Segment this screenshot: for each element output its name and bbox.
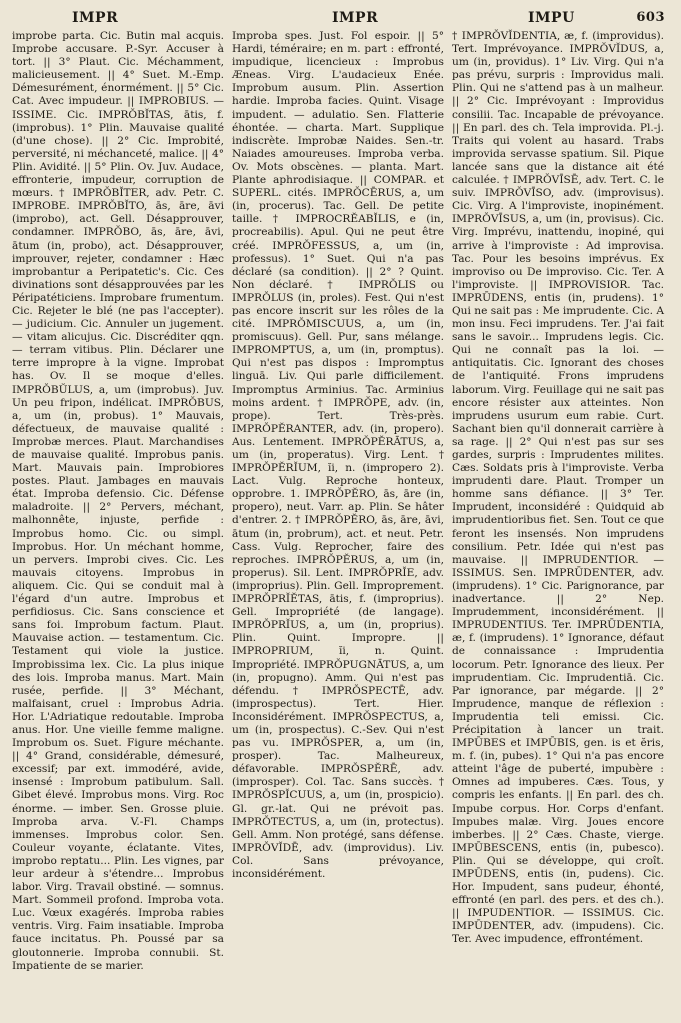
column-left-text: improbe parta. Cic. Butin mal acquis. Improbe accusare. P.-Syr. Accuser à tort. || 3° Plaut. Cic. Méchamment, malicieusement. || 4° Suet. M.-Emp. Démesurément, énormément. || 5° Cic. Cat. Avec impudeur. || IMPROBIUS. — ISSIME. Cic. IMPRŎBĬTAS, ātis, f. (improbus). 1° Plin. Mauvaise qualité (d'une chose). || 2° Cic. Improbité, perversité, ni méchanceté, malice. || 4° Plin. Avidité. || 5° Plin. Ov. Juv. Audace, effronterie, impudeur, corruption de mœurs. † IMPRŎBĬTER, adv. Petr. C. IMPROBE. IMPRŎBĬTO, ās, āre, āvi (improbo), act. Gell. Désapprouver, condamner. IMPRŎBO, ās, āre, āvi, ātum (in, probo), act. Désapprouver, improuver, rejeter, condamner : Hæc improbantur a Peripatetic's. Cic. Ces divinations sont désapprouvées par les Péripatéticiens. Improbare frumentum. Cic. Rejeter le blé (ne pas l'accepter). — judicium. Cic. Annuler un jugement. — vitam alicujus. Cic. Discréditer qqn. — terram vitibus. Plin. Déclarer une terre impropre à la vigne. Improbat has. Ov. Il se moque d'elles. IMPRŎBŬLUS, a, um (improbus). Juv. Un peu fripon, indélicat. IMPRŎBUS, a, um (in, probus). 1° Mauvais, défectueux, de mauvaise qualité : Improbæ merces. Plaut. Marchandises de mauvaise qualité. Improbus panis. Mart. Mauvais pain. Improbiores postes. Plaut. Jambages en mauvais état. Improba defensio. Cic. Défense maladroite. || 2° Pervers, méchant, malhonnête, injuste, perfide : Improbus homo. Cic. ou simpl. Improbus. Hor. Un méchant homme, un pervers. Improbi cives. Cic. Les mauvais citoyens. Improbus in aliquem. Cic. Qui se conduit mal à l'égard d'un autre. Improbus et perfidiosus. Cic. Sans conscience et sans foi. Improbum factum. Plaut. Mauvaise action. — testamentum. Cic. Testament qui viole la justice. Improbissima lex. Cic. La plus inique des lois. Improba manus. Mart. Main rusée, perfide. || 3° Méchant, malfaisant, cruel : Improbus Adria. Hor. L'Adriatique redoutable. Improba anus. Hor. Une vieille femme maligne. Improbum os. Suet. Figure méchante. || 4° Grand, considérable, démesuré, excessif; par ext. immodéré, avide, insensé : Improbum patibulum. Sall. Gibet élevé. Improbus mons. Virg. Roc énorme. — imber. Sen. Grosse pluie. Improba arva. V.-Fl. Champs immenses. Improbus color. Sen. Couleur voyante, éclatante. Vites, improbo reptatu... Plin. Les vignes, par leur ardeur à s'étendre... Improbus labor. Virg. Travail obstiné. — somnus. Mart. Sommeil profond. Improba vota. Luc. Vœux exagérés. Improba rabies ventris. Virg. Faim insatiable. Improba fauce incitatus. Ph. Poussé par sa gloutonnerie. Improba connubii. St. Impatiente de se marier. [12, 30, 224, 972]
column-middle [232, 30, 444, 973]
text-columns [12, 30, 671, 973]
column-left [12, 30, 224, 973]
running-head [12, 6, 671, 26]
column-right-text: † IMPRŎVĬDENTIA, æ, f. (improvidus). Tert. Imprévoyance. IMPRŎVĬDUS, a, um (in, providus). 1° Liv. Virg. Qui n'a pas prévu, surpris : Improvidus mali. Plin. Qui ne s'attend pas à un malheur. || 2° Cic. Imprévoyant : Improvidus consilii. Tac. Incapable de prévoyance. || En parl. des ch. Tela improvida. Pl.-j. Traits qui volent au hasard. Trabs improvida servasse spatium. Sil. Pique lancée sans que la distance ait été calculée. † IMPRŎVĪSĒ, adv. Tert. C. le suiv. IMPRŎVĪSO, adv. (improvisus). Cic. Virg. A l'improviste, inopinément. IMPRŎVĪSUS, a, um (in, provisus). Cic. Virg. Imprévu, inattendu, inopiné, qui arrive à l'improviste : Ad improvisa. Tac. Pour les besoins imprévus. Ex improviso ou De improviso. Cic. Ter. A l'improviste. || IMPROVISIOR. Tac. IMPRŪDENS, entis (in, prudens). 1° Qui ne sait pas : Me imprudente. Cic. A mon insu. Feci imprudens. Ter. J'ai fait sans le savoir... Imprudens legis. Cic. Qui ne connaît pas la loi. — antiquitatis. Cic. Ignorant des choses de l'antiquité. Frons imprudens laborum. Virg. Feuillage qui ne sait pas encore résister aux atteintes. Non imprudens usurum eum rabie. Curt. Sachant bien qu'il donnerait carrière à sa rage. || 2° Qui n'est pas sur ses gardes, surpris : Imprudentes milites. Cæs. Soldats pris à l'improviste. Verba imprudenti dare. Plaut. Tromper un homme sans défiance. || 3° Ter. Imprudent, inconsidéré : Quidquid ab imprudentioribus fiet. Sen. Tout ce que feront les insensés. Non imprudens consilium. Petr. Idée qui n'est pas mauvaise. || IMPRUDENTIOR. — ISSIMUS. Sen. IMPRŪDENTER, adv. (imprudens). 1° Cic. Parignorance, par inadvertance. || 2° Nep. Imprudemment, inconsidérément. || IMPRUDENTIUS. Ter. IMPRŪDENTIA, æ, f. (imprudens). 1° Ignorance, défaut de connaissance : Imprudentia locorum. Petr. Ignorance des lieux. Per imprudentiam. Cic. Imprudentiā. Cic. Par ignorance, par mégarde. || 2° Imprudence, manque de réflexion : Imprudentia teli emissi. Cic. Précipitation à lancer un trait. IMPŪBES et IMPŪBIS, gen. is et ĕris, m. f. (in, pubes). 1° Qui n'a pas encore atteint l'âge de puberté, impubère : Omnes ad impuberes. Cæs. Tous, y compris les enfants. || En parl. des ch. Impube corpus. Hor. Corps d'enfant. Impubes malæ. Virg. Joues encore imberbes. || 2° Cæs. Chaste, vierge. IMPŪBESCENS, entis (in, pubesco). Plin. Qui se développe, qui croît. IMPŪDENS, entis (in, pudens). Cic. Hor. Impudent, sans pudeur, éhonté, effronté (en parl. des pers. et des ch.). || IMPUDENTIOR. — ISSIMUS. Cic. IMPŪDENTER, adv. (impudens). Cic. Ter. Avec impudence, effrontément. [452, 30, 664, 946]
column-middle-text: Improba spes. Just. Fol espoir. || 5° Hardi, téméraire; en m. part : effronté, impudique, licencieux : Improbus Æneas. Virg. L'audacieux Enée. Improbum ausum. Plin. Assertion hardie. Improba facies. Quint. Visage impudent. — adulatio. Sen. Flatterie éhontée. — charta. Mart. Supplique indiscrète. Improbæ Naides. Sen.-tr. Naiades amoureuses. Improba verba. Ov. Mots obscènes. — planta. Mart. Plante aphrodisiaque. || COMPAR. et SUPERL. cités. IMPRŎCĒRUS, a, um (in, procerus). Tac. Gell. De petite taille. † IMPROCRĔABĬLIS, e (in, procreabilis). Apul. Qui ne peut être créé. IMPRŎFESSUS, a, um (in, professus). 1° Suet. Qui n'a pas déclaré (sa condition). || 2° ? Quint. Non déclaré. † IMPRŎLIS ou IMPRŎLUS (in, proles). Fest. Qui n'est pas encore inscrit sur les rôles de la cité. IMPRŎMISCUUS, a, um (in, promiscuus). Gell. Pur, sans mélange. IMPROMPTUS, a, um (in, promptus). Qui n'est pas dispos : Impromptus linguā. Liv. Qui parle difficilement. Impromptus Arminius. Tac. Arminius moins ardent. † IMPRŎPE, adv. (in, prope). Tert. Très-près. IMPRŎPĔRANTER, adv. (in, propero). Aus. Lentement. IMPRŎPĔRĀTUS, a, um (in, properatus). Virg. Lent. † IMPRŎPĔRĬUM, ĭi, n. (impropero 2). Lact. Vulg. Reproche honteux, opprobre. 1. IMPRŎPĔRO, ās, āre (in, propero), neut. Varr. ap. Plin. Se hâter d'entrer. 2. † IMPRŎPĔRO, ās, āre, āvi, ātum (in, probrum), act. et neut. Petr. Cass. Vulg. Reprocher, faire des reproches. IMPRŎPĔRUS, a, um (in, properus). Sil. Lent. IMPRŎPRĬE, adv. (improprius). Plin. Gell. Improprement. IMPRŎPRĬĔTAS, ātis, f. (improprius). Gell. Impropriété (de langage). IMPRŎPRĬUS, a, um (in, proprius). Plin. Quint. Impropre. || IMPROPRIUM, ĭi, n. Quint. Impropriété. IMPRŎPUGNĀTUS, a, um (in, propugno). Amm. Qui n'est pas défendu. † IMPRŎSPECTĒ, adv. (improspectus). Tert. Hier. Inconsidérément. IMPRŎSPECTUS, a, um (in, prospectus). C.-Sev. Qui n'est pas vu. IMPRŎSPER, a, um (in, prosper). Tac. Malheureux, défavorable. IMPRŎSPĔRĒ, adv. (improsper). Col. Tac. Sans succès. † IMPRŎSPĬCUUS, a, um (in, prospicio). Gl. gr.-lat. Qui ne prévoit pas. IMPRŎTECTUS, a, um (in, protectus). Gell. Amm. Non protégé, sans défense. IMPRŎVĬDĒ, adv. (improvidus). Liv. Col. Sans prévoyance, inconsidérément. [232, 30, 444, 880]
running-head-left: IMPR [72, 10, 119, 26]
column-right [452, 30, 664, 973]
page-number: 603 [636, 10, 665, 25]
running-head-right: IMPU [528, 10, 575, 26]
running-head-middle: IMPR [332, 10, 379, 26]
